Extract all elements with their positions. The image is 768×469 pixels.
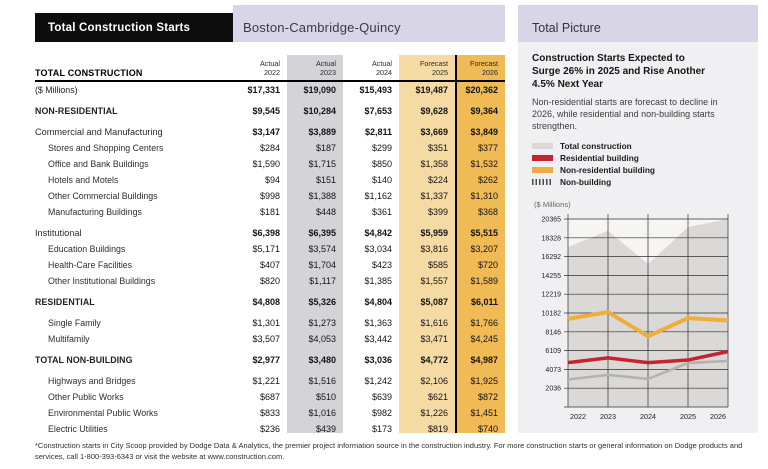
table-row bbox=[35, 389, 505, 405]
row-label: Health-Care Facilities bbox=[48, 260, 133, 270]
cell-value-2022: $236 bbox=[259, 424, 280, 434]
cell-value-2025: $2,106 bbox=[420, 376, 448, 386]
cell-value-2023: $1,016 bbox=[308, 408, 336, 418]
cell-value-2025: $3,669 bbox=[420, 127, 448, 137]
cell-value-2024: $3,036 bbox=[364, 355, 392, 365]
cell-value-2024: $15,493 bbox=[359, 85, 392, 95]
legend-item bbox=[532, 140, 746, 152]
x-tick-label: 2022 bbox=[570, 412, 586, 422]
table-row bbox=[35, 315, 505, 331]
cell-value-2022: $181 bbox=[259, 207, 280, 217]
cell-value-2023: $187 bbox=[315, 143, 336, 153]
y-tick-label: 4073 bbox=[545, 367, 561, 375]
cell-value-2024: $3,442 bbox=[364, 334, 392, 344]
table-row bbox=[35, 204, 505, 220]
cell-value-2026: $720 bbox=[477, 260, 498, 270]
cell-value-2025: $1,226 bbox=[420, 408, 448, 418]
cell-value-2023: $1,715 bbox=[308, 159, 336, 169]
cell-value-2023: $3,480 bbox=[308, 355, 336, 365]
table-row bbox=[35, 82, 505, 98]
cell-value-2025: $621 bbox=[427, 392, 448, 402]
y-tick-label: 16292 bbox=[541, 254, 561, 262]
row-label: Electric Utilities bbox=[48, 424, 108, 434]
column-header-2026: Forecast 2026 bbox=[470, 59, 498, 77]
cell-value-2026: $20,362 bbox=[465, 85, 498, 95]
cell-value-2024: $7,653 bbox=[364, 106, 392, 116]
total-picture-panel bbox=[518, 5, 758, 433]
cell-value-2026: $6,011 bbox=[470, 297, 498, 307]
cell-value-2022: $820 bbox=[259, 276, 280, 286]
panel-header bbox=[518, 5, 758, 42]
cell-value-2026: $3,207 bbox=[470, 244, 498, 254]
region-header bbox=[233, 5, 505, 42]
cell-value-2023: $3,889 bbox=[308, 127, 336, 137]
row-label: Other Public Works bbox=[48, 392, 124, 402]
cell-value-2025: $224 bbox=[427, 175, 448, 185]
cell-value-2022: $284 bbox=[259, 143, 280, 153]
cell-value-2024: $140 bbox=[371, 175, 392, 185]
cell-value-2026: $1,451 bbox=[470, 408, 498, 418]
cell-value-2022: $17,331 bbox=[247, 85, 280, 95]
x-tick-label: 2025 bbox=[680, 412, 696, 422]
region-title: Boston-Cambridge-Quincy bbox=[243, 20, 401, 35]
table-row bbox=[35, 225, 505, 241]
row-label: Stores and Shopping Centers bbox=[48, 143, 164, 153]
panel-body bbox=[518, 42, 758, 430]
cell-value-2025: $5,959 bbox=[420, 228, 448, 238]
column-header-2023: Actual 2023 bbox=[316, 59, 336, 77]
cell-value-2024: $3,034 bbox=[364, 244, 392, 254]
table-row bbox=[35, 421, 505, 437]
cell-value-2022: $6,398 bbox=[252, 228, 280, 238]
cell-value-2022: $9,545 bbox=[252, 106, 280, 116]
cell-value-2022: $3,507 bbox=[252, 334, 280, 344]
cell-value-2024: $173 bbox=[371, 424, 392, 434]
cell-value-2023: $19,090 bbox=[303, 85, 336, 95]
y-tick-label: 10182 bbox=[541, 310, 561, 318]
cell-value-2026: $1,532 bbox=[470, 159, 498, 169]
y-tick-label: 14255 bbox=[541, 273, 561, 281]
cell-value-2025: $351 bbox=[427, 143, 448, 153]
cell-value-2023: $3,574 bbox=[308, 244, 336, 254]
cell-value-2024: $4,842 bbox=[364, 228, 392, 238]
y-tick-label: 2036 bbox=[545, 386, 561, 394]
cell-value-2025: $19,487 bbox=[415, 85, 448, 95]
cell-value-2025: $585 bbox=[427, 260, 448, 270]
cell-value-2026: $872 bbox=[477, 392, 498, 402]
cell-value-2025: $3,816 bbox=[420, 244, 448, 254]
legend-item bbox=[532, 164, 746, 176]
footnote: *Construction starts in City Scoop provided by Dodge Data & Analytics, the premier project information source in the construction industry. For more construction starts or general information on Dodge products and services, call 1-800-393-6343 or visit the website at www.construction.com. bbox=[35, 441, 743, 461]
table-row bbox=[35, 103, 505, 119]
y-tick-label: 8146 bbox=[545, 329, 561, 337]
cell-value-2026: $377 bbox=[477, 143, 498, 153]
total-construction-swatch bbox=[532, 143, 553, 149]
cell-value-2024: $2,811 bbox=[364, 127, 392, 137]
table-row bbox=[35, 188, 505, 204]
row-label: TOTAL NON-BUILDING bbox=[35, 355, 133, 365]
cell-value-2023: $1,516 bbox=[308, 376, 336, 386]
table-row bbox=[35, 405, 505, 421]
panel-body-text: Non-residential starts are forecast to decline in 2026, while residential and non-building starts strengthen. bbox=[532, 97, 718, 131]
table-row bbox=[35, 241, 505, 257]
cell-value-2026: $4,245 bbox=[470, 334, 498, 344]
cell-value-2023: $4,053 bbox=[308, 334, 336, 344]
y-tick-label: 20365 bbox=[541, 216, 561, 224]
non-residential-building-swatch bbox=[532, 167, 553, 173]
cell-value-2024: $1,242 bbox=[364, 376, 392, 386]
table-row bbox=[35, 156, 505, 172]
table-row bbox=[35, 124, 505, 140]
cell-value-2026: $262 bbox=[477, 175, 498, 185]
cell-value-2024: $850 bbox=[371, 159, 392, 169]
table-row bbox=[35, 273, 505, 289]
cell-value-2025: $3,471 bbox=[420, 334, 448, 344]
cell-value-2026: $1,766 bbox=[470, 318, 498, 328]
row-label: Hotels and Motels bbox=[48, 175, 119, 185]
y-tick-label: 12219 bbox=[541, 292, 561, 300]
x-tick-label: 2023 bbox=[600, 412, 616, 422]
row-label: Highways and Bridges bbox=[48, 376, 136, 386]
cell-value-2023: $1,388 bbox=[308, 191, 336, 201]
cell-value-2026: $3,849 bbox=[470, 127, 498, 137]
line-chart-svg bbox=[532, 211, 738, 425]
cell-value-2024: $299 bbox=[371, 143, 392, 153]
legend-item bbox=[532, 176, 746, 188]
table-row bbox=[35, 140, 505, 156]
residential-building-swatch bbox=[532, 155, 553, 161]
legend-item bbox=[532, 152, 746, 164]
row-label: NON-RESIDENTIAL bbox=[35, 106, 118, 116]
row-label: Environmental Public Works bbox=[48, 408, 158, 418]
cell-value-2024: $423 bbox=[371, 260, 392, 270]
row-label: RESIDENTIAL bbox=[35, 297, 95, 307]
cell-value-2022: $833 bbox=[259, 408, 280, 418]
cell-value-2023: $448 bbox=[315, 207, 336, 217]
x-tick-label: 2026 bbox=[710, 412, 726, 422]
row-label: Commercial and Manufacturing bbox=[35, 127, 163, 137]
title-bar bbox=[35, 5, 505, 42]
cell-value-2025: $5,087 bbox=[420, 297, 448, 307]
legend-label: Non-residential building bbox=[560, 165, 655, 176]
x-tick-label: 2024 bbox=[640, 412, 656, 422]
row-label: ($ Millions) bbox=[35, 85, 78, 95]
chart-legend bbox=[532, 140, 746, 188]
table-header-row bbox=[35, 55, 505, 82]
cell-value-2025: $4,772 bbox=[420, 355, 448, 365]
non-building-swatch bbox=[532, 179, 553, 185]
cell-value-2026: $1,589 bbox=[470, 276, 498, 286]
cell-value-2024: $1,385 bbox=[364, 276, 392, 286]
legend-label: Residential building bbox=[560, 153, 639, 164]
cell-value-2022: $94 bbox=[264, 175, 280, 185]
row-label: Single Family bbox=[48, 318, 101, 328]
row-label: Office and Bank Buildings bbox=[48, 159, 149, 169]
y-tick-label: 6109 bbox=[545, 348, 561, 356]
row-label: Other Institutional Buildings bbox=[48, 276, 156, 286]
y-tick-label: 18328 bbox=[541, 235, 561, 243]
cell-value-2022: $1,221 bbox=[252, 376, 280, 386]
cell-value-2022: $998 bbox=[259, 191, 280, 201]
cell-value-2026: $368 bbox=[477, 207, 498, 217]
row-header-label: TOTAL CONSTRUCTION bbox=[35, 68, 143, 78]
cell-value-2025: $9,628 bbox=[420, 106, 448, 116]
table-row bbox=[35, 172, 505, 188]
cell-value-2022: $1,301 bbox=[252, 318, 280, 328]
table-row bbox=[35, 373, 505, 389]
cell-value-2022: $687 bbox=[259, 392, 280, 402]
cell-value-2022: $2,977 bbox=[252, 355, 280, 365]
cell-value-2022: $1,590 bbox=[252, 159, 280, 169]
row-label: Education Buildings bbox=[48, 244, 126, 254]
cell-value-2023: $439 bbox=[315, 424, 336, 434]
table-row bbox=[35, 352, 505, 368]
row-label: Manufacturing Buildings bbox=[48, 207, 142, 217]
table-row bbox=[35, 294, 505, 310]
starts-line-chart bbox=[532, 211, 746, 430]
cell-value-2026: $1,310 bbox=[470, 191, 498, 201]
legend-label: Non-building bbox=[560, 177, 612, 188]
cell-value-2023: $5,326 bbox=[308, 297, 336, 307]
cell-value-2023: $510 bbox=[315, 392, 336, 402]
cell-value-2024: $982 bbox=[371, 408, 392, 418]
cell-value-2026: $4,987 bbox=[470, 355, 498, 365]
table-row bbox=[35, 257, 505, 273]
row-label: Institutional bbox=[35, 228, 82, 238]
row-label: Multifamily bbox=[48, 334, 90, 344]
table-body bbox=[35, 82, 505, 437]
cell-value-2024: $1,162 bbox=[364, 191, 392, 201]
cell-value-2023: $1,704 bbox=[308, 260, 336, 270]
panel-headline: Construction Starts Expected to Surge 26% in 2025 and Rise Another 4.5% Next Year bbox=[532, 53, 706, 90]
cell-value-2024: $639 bbox=[371, 392, 392, 402]
cell-value-2025: $1,616 bbox=[420, 318, 448, 328]
chart-units-label: ($ Millions) bbox=[534, 200, 571, 210]
table-title: Total Construction Starts bbox=[48, 21, 191, 34]
cell-value-2024: $1,363 bbox=[364, 318, 392, 328]
cell-value-2025: $1,358 bbox=[420, 159, 448, 169]
cell-value-2026: $5,515 bbox=[470, 228, 498, 238]
cell-value-2026: $740 bbox=[477, 424, 498, 434]
cell-value-2024: $4,804 bbox=[364, 297, 392, 307]
cell-value-2023: $6,395 bbox=[308, 228, 336, 238]
cell-value-2024: $361 bbox=[371, 207, 392, 217]
panel-title: Total Picture bbox=[532, 21, 601, 35]
cell-value-2022: $407 bbox=[259, 260, 280, 270]
cell-value-2022: $3,147 bbox=[252, 127, 280, 137]
cell-value-2023: $151 bbox=[315, 175, 336, 185]
column-header-2022: Actual 2022 bbox=[260, 59, 280, 77]
cell-value-2026: $9,364 bbox=[470, 106, 498, 116]
column-header-2024: Actual 2024 bbox=[372, 59, 392, 77]
cell-value-2022: $5,171 bbox=[252, 244, 280, 254]
column-header-2025: Forecast 2025 bbox=[420, 59, 448, 77]
cell-value-2025: $1,557 bbox=[420, 276, 448, 286]
cell-value-2023: $10,284 bbox=[303, 106, 336, 116]
cell-value-2022: $4,808 bbox=[252, 297, 280, 307]
table-title-box bbox=[35, 13, 233, 42]
construction-starts-table-section bbox=[35, 5, 505, 455]
cell-value-2023: $1,273 bbox=[308, 318, 336, 328]
cell-value-2026: $1,925 bbox=[470, 376, 498, 386]
starts-table bbox=[35, 55, 505, 438]
cell-value-2023: $1,117 bbox=[309, 276, 336, 286]
table-row bbox=[35, 331, 505, 347]
row-label: Other Commercial Buildings bbox=[48, 191, 158, 201]
cell-value-2025: $1,337 bbox=[420, 191, 448, 201]
cell-value-2025: $399 bbox=[427, 207, 448, 217]
cell-value-2025: $819 bbox=[427, 424, 448, 434]
legend-label: Total construction bbox=[560, 141, 632, 152]
